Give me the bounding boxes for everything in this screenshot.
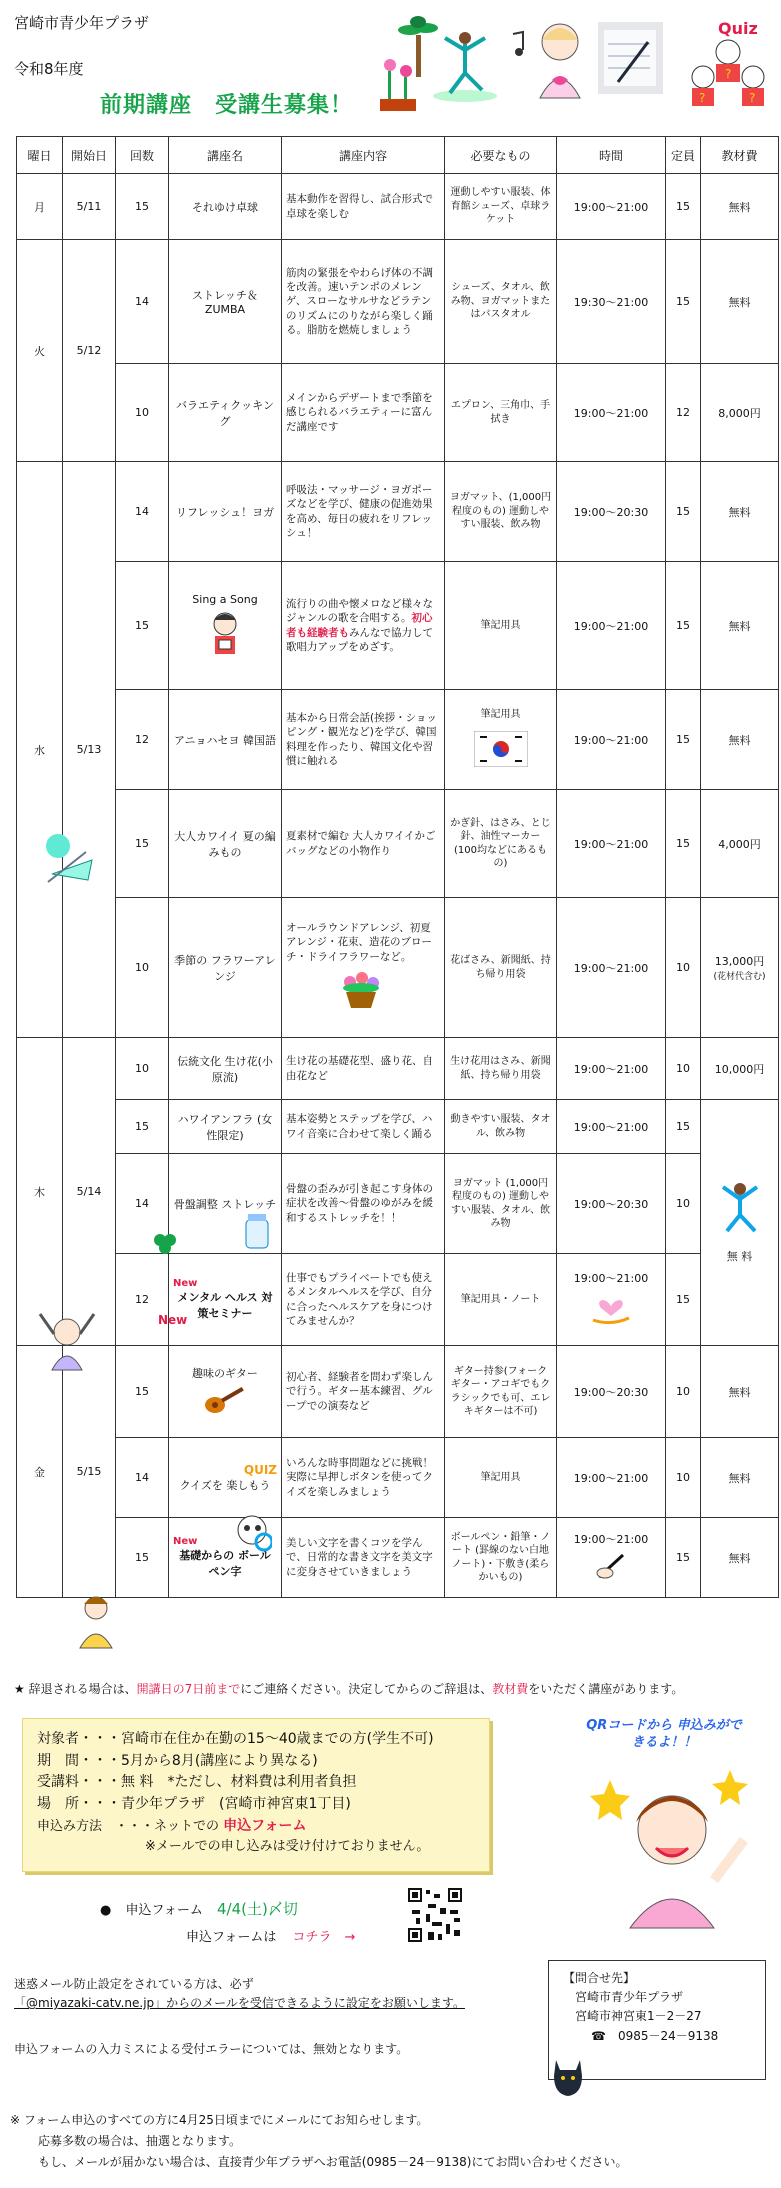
time-cell: 19:00～21:00 [557, 790, 666, 898]
period-line: 期 間・・・5月から8月(講座により異なる) [37, 1752, 318, 1769]
fee-cell: 4,000円 [701, 790, 779, 898]
content-cell: 初心者、経験者を問わず楽しんで行う。ギター基本練習、グループでの演奏など [282, 1346, 445, 1438]
fee-cell: 無料 [701, 690, 779, 790]
fee-cell: 無料 [701, 462, 779, 562]
method-text: 申込み方法 ・・・ネットでの [37, 1818, 220, 1834]
writing-hand-icon [598, 22, 663, 94]
needs-text: 筆記用具 [480, 708, 521, 720]
start-date-cell: 5/14 [63, 1038, 116, 1346]
col-header-day: 曜日 [17, 137, 63, 174]
content-text: オールラウンドアレンジ、初夏アレンジ・花束、造花のブローチ・ドライフラワーなど。 [286, 922, 433, 963]
course-name-cell: バラエティクッキング [169, 364, 282, 462]
course-name-cell: リフレッシュ！ヨガ [169, 462, 282, 562]
time-text: 19:00～21:00 [573, 1533, 649, 1546]
count-cell: 15 [116, 1518, 169, 1598]
course-name-label: 基礎からの ボール ペン字 [179, 1549, 271, 1578]
table-row [17, 1100, 779, 1154]
start-date-cell: 5/15 [63, 1346, 116, 1598]
content-cell: いろんな時事問題などに挑戦！実際に早押しボタンを使ってクイズを楽しみましょう [282, 1438, 445, 1518]
knitting-yarn-icon [42, 830, 100, 886]
domain-text: 「@miyazaki-catv.ne.jp」 [14, 1996, 167, 2011]
quiz-character-icon [230, 1506, 272, 1552]
needs-cell: エプロン、三角巾、手拭き [445, 364, 557, 462]
capacity-cell: 10 [666, 1346, 701, 1438]
content-highlight: 初心者も経験者も [286, 612, 433, 639]
notice-text: をいただく講座があります。 [528, 1682, 684, 1696]
needs-cell: 花ばさみ、新聞紙、持ち帰り用袋 [445, 898, 557, 1038]
heart-hand-icon [589, 1292, 633, 1326]
count-cell: 14 [116, 240, 169, 364]
content-cell: メインからデザートまで季節を感じられるバラエティーに富んだ講座です [282, 364, 445, 462]
capacity-cell: 15 [666, 690, 701, 790]
day-cell: 火 [17, 240, 63, 462]
svg-text:?: ? [749, 91, 756, 105]
korea-flag-icon [474, 731, 528, 767]
page-title: 前期講座 受講生募集！ [100, 93, 354, 118]
table-row [17, 898, 779, 1038]
capacity-cell: 15 [666, 790, 701, 898]
jar-icon [240, 1212, 274, 1250]
needs-cell: 筆記用具・ノート [445, 1254, 557, 1346]
form-deadline-line [100, 1898, 298, 1919]
svg-text:New: New [158, 1313, 188, 1327]
notice-highlight: 教材費 [492, 1682, 529, 1696]
needs-cell: ギター持参(フォークギター・アコギでもクラシックでも可、エレキギターは不可) [445, 1346, 557, 1438]
col-header-needs: 必要なもの [445, 137, 557, 174]
form-link-label: 申込フォームは [186, 1930, 277, 1945]
time-cell: 19:00～21:00 [557, 1438, 666, 1518]
deadline-text: 4/4(土)〆切 [216, 1900, 298, 1918]
fee-cell: 無料 [701, 174, 779, 240]
footer-notes [10, 2110, 775, 2173]
fee-cell: 10,000円 [701, 1038, 779, 1100]
content-cell: 基本動作を習得し、試合形式で卓球を楽しむ [282, 174, 445, 240]
count-cell: 15 [116, 1346, 169, 1438]
capacity-cell: 12 [666, 364, 701, 462]
course-name-cell: 季節の フラワーアレンジ [169, 898, 282, 1038]
withdrawal-notice [14, 1680, 683, 1697]
needs-cell: 動きやすい服装、タオル、飲み物 [445, 1100, 557, 1154]
course-name-cell [169, 562, 282, 690]
time-cell: 19:00～21:00 [557, 562, 666, 690]
place-line: 場 所・・・青少年プラザ (宮崎市神宮東1丁目) [37, 1796, 351, 1813]
contact-address: 宮崎市神宮東1－2－27 [575, 2009, 702, 2024]
content-text: みんなで協力して歌唱力アップをめざす。 [286, 626, 433, 653]
content-cell: 基本姿勢とステップを学び、ハワイ音楽に合わせて楽しく踊る [282, 1100, 445, 1154]
course-name-cell: ハワイアンフラ (女性限定) [169, 1100, 282, 1154]
table-row [17, 1518, 779, 1598]
flower-basket-icon [336, 970, 386, 1010]
footer-line: ※ フォーム申込のすべての方に4月25日頃までにメールにてお知らせします。 [10, 2113, 429, 2127]
table-row [17, 1154, 779, 1254]
pen-hand-icon [593, 1551, 629, 1581]
needs-cell: 生け花用はさみ、新聞紙、持ち帰り用袋 [445, 1038, 557, 1100]
needs-cell: ヨガマット、(1,000円程度のもの) 運動しやすい服装、飲み物 [445, 462, 557, 562]
flower-icon [378, 55, 418, 115]
form-link-line [186, 1926, 355, 1945]
table-row [17, 562, 779, 690]
content-cell: 筋肉の緊張をやわらげ体の不調を改善。速いテンポのメレンゲ、スローなサルサなどラテンのリズムにのりながら楽しく踊る。脂肪を燃焼しましょう [282, 240, 445, 364]
needs-cell: かぎ針、はさみ、とじ針、油性マーカー (100均などにあるもの) [445, 790, 557, 898]
spam-line: 迷惑メール防止設定をされている方は、必ず [14, 1977, 254, 1991]
time-cell: 19:00～21:00 [557, 364, 666, 462]
day-cell: 木 [17, 1038, 63, 1346]
time-cell: 19:00～21:00 [557, 898, 666, 1038]
course-name-label: クイズを 楽しもう [179, 1478, 271, 1492]
table-row [17, 174, 779, 240]
table-row [17, 1038, 779, 1100]
count-cell: 15 [116, 174, 169, 240]
target-line: 対象者・・・宮崎市在住か在勤の15～40歳までの方(学生不可) [37, 1731, 434, 1747]
capacity-cell: 10 [666, 898, 701, 1038]
col-header-fee: 教材費 [701, 137, 779, 174]
capacity-cell: 15 [666, 240, 701, 364]
fee-cell: 8,000円 [701, 364, 779, 462]
table-row [17, 1346, 779, 1438]
spam-text: からのメールを受信できるように設定をお願いします。 [166, 1996, 465, 2011]
svg-text:Quiz: Quiz [718, 19, 758, 38]
course-name-cell [169, 1254, 282, 1346]
fee-amount: 13,000円 [714, 955, 765, 968]
cheering-person-icon [34, 1308, 100, 1372]
table-row [17, 1254, 779, 1346]
quiz-mascots-icon [678, 12, 778, 117]
day-cell: 金 [17, 1346, 63, 1598]
capacity-cell: 10 [666, 1438, 701, 1518]
new-badge: New [173, 1536, 198, 1547]
fee-cell [701, 1100, 779, 1346]
count-cell: 10 [116, 898, 169, 1038]
content-cell [282, 898, 445, 1038]
content-cell: 呼吸法・マッサージ・ヨガポーズなどを学び、健康の促進効果を高め、毎日の疲れをリフレッシュ！ [282, 462, 445, 562]
content-cell [282, 562, 445, 690]
capacity-cell: 10 [666, 1038, 701, 1100]
new-ribbon-icon [156, 1311, 192, 1327]
course-name-label: メンタル ヘルス 対策セミナー [177, 1291, 273, 1320]
needs-cell: ヨガマット (1,000円程度のもの) 運動しやすい服装、タオル、飲み物 [445, 1154, 557, 1254]
col-header-content: 講座内容 [282, 137, 445, 174]
new-badge: New [173, 1278, 198, 1289]
needs-cell: ボールペン・鉛筆・ノート (罫線のない白地ノート)・下敷き(柔らかいもの) [445, 1518, 557, 1598]
course-name-cell: それゆけ卓球 [169, 174, 282, 240]
count-cell: 14 [116, 1438, 169, 1518]
entry-error-notice: 申込フォームの入力ミスによる受付エラーについては、無効となります。 [14, 2042, 409, 2056]
application-info-box [22, 1718, 490, 1872]
footer-line: 応募多数の場合は、抽選となります。 [38, 2134, 242, 2148]
needs-cell: 筆記用具 [445, 1438, 557, 1518]
course-name-cell: ストレッチ＆ZUMBA [169, 240, 282, 364]
fee-text: 無 料 [726, 1250, 753, 1263]
fee-cell: 無料 [701, 240, 779, 364]
start-date-cell: 5/11 [63, 174, 116, 240]
day-cell [17, 462, 63, 1038]
course-name-cell: 骨盤調整 ストレッチ [169, 1154, 282, 1254]
content-cell: 骨盤の歪みが引き起こす身体の症状を改善～骨盤のゆがみを緩和するストレッチを！！ [282, 1154, 445, 1254]
count-cell: 15 [116, 562, 169, 690]
spam-setting-notice [14, 1975, 465, 2013]
spam-line [14, 1994, 465, 2013]
needs-cell [445, 690, 557, 790]
course-name-cell [169, 1346, 282, 1438]
needs-cell: 運動しやすい服装、体育館シューズ、卓球ラケット [445, 174, 557, 240]
day-cell: 月 [17, 174, 63, 240]
time-cell [557, 1254, 666, 1346]
contact-tel: ☎ 0985－24－9138 [591, 2028, 719, 2043]
time-cell [557, 1518, 666, 1598]
content-cell: 美しい文字を書くコツを学んで、日常的な書き文字を美文字に変身させていきましょう [282, 1518, 445, 1598]
course-name-cell: アニョハセヨ 韓国語 [169, 690, 282, 790]
count-cell: 15 [116, 790, 169, 898]
svg-text:?: ? [725, 67, 732, 81]
clover-icon [152, 1232, 178, 1256]
bullet-icon: ● [100, 1903, 112, 1918]
time-cell: 19:00～20:30 [557, 1346, 666, 1438]
content-cell: 夏素材で編む 大人カワイイかごバッグなどの小物作り [282, 790, 445, 898]
content-cell: 仕事でもプライベートでも使えるメンタルヘルスを学び、自分に合ったヘルスケアを身につけてみませんか？ [282, 1254, 445, 1346]
time-cell: 19:00～21:00 [557, 174, 666, 240]
table-row [17, 462, 779, 562]
start-date-cell: 5/12 [63, 240, 116, 462]
course-name-label: Sing a Song [192, 592, 258, 606]
qr-code-icon[interactable] [406, 1886, 464, 1944]
col-header-time: 時間 [557, 137, 666, 174]
table-row [17, 690, 779, 790]
quiz-badge: QUIZ [243, 1462, 277, 1477]
guitar-icon [203, 1381, 247, 1415]
course-name-cell: 伝統文化 生け花(小原流) [169, 1038, 282, 1100]
yoga-person-icon [430, 28, 500, 103]
day-label: 水 [34, 743, 45, 757]
mail-note: ※メールでの申し込みは受け付けておりません。 [145, 1839, 430, 1855]
time-cell: 19:00～21:00 [557, 1038, 666, 1100]
fee-line: 受講料・・・無 料 *ただし、材料費は利用者負担 [37, 1774, 357, 1791]
qr-note: QRコードから 申込みができるよ！！ [586, 1718, 742, 1750]
method-highlight: 申込フォーム [223, 1817, 307, 1834]
course-name-label: 趣味のギター [192, 1367, 258, 1380]
col-header-capacity: 定員 [666, 137, 701, 174]
fee-cell: 無料 [701, 1438, 779, 1518]
org-name: 宮崎市青少年プラザ [14, 14, 150, 32]
content-text: 流行りの曲や懐メロなど様々なジャンルの歌を合唱する。 [286, 598, 433, 625]
capacity-cell: 15 [666, 1518, 701, 1598]
black-cat-icon [548, 2054, 588, 2098]
capacity-cell: 15 [666, 462, 701, 562]
notice-text: にご連絡ください。決定してからのご辞退は、 [240, 1682, 493, 1696]
letter-writer-icon [72, 1590, 118, 1650]
time-text: 19:00～21:00 [573, 1272, 649, 1285]
time-cell: 19:30～21:00 [557, 240, 666, 364]
col-header-course-name: 講座名 [169, 137, 282, 174]
capacity-cell: 15 [666, 1254, 701, 1346]
footer-line: もし、メールが届かない場合は、直接青少年プラザへお電話(0985－24－9138)にてお問い合わせください。 [38, 2155, 628, 2169]
table-row [17, 240, 779, 364]
col-header-count: 回数 [116, 137, 169, 174]
table-row [17, 790, 779, 898]
svg-text:?: ? [699, 91, 706, 105]
count-cell: 12 [116, 1254, 169, 1346]
time-cell: 19:00～20:30 [557, 462, 666, 562]
needs-cell: シューズ、タオル、飲み物、ヨガマットまたはバスタオル [445, 240, 557, 364]
notice-text: 辞退される場合は、 [28, 1682, 137, 1696]
count-cell: 15 [116, 1100, 169, 1154]
time-cell: 19:00～21:00 [557, 1100, 666, 1154]
time-cell: 19:00～21:00 [557, 690, 666, 790]
singing-kid-icon [203, 610, 247, 656]
fee-cell: 無料 [701, 562, 779, 690]
star-icon: ★ [14, 1682, 25, 1696]
fee-note: (花材代含む) [713, 972, 766, 982]
method-line [37, 1816, 475, 1838]
table-row [17, 1438, 779, 1518]
fiscal-year: 令和8年度 [14, 60, 84, 78]
count-cell: 10 [116, 1038, 169, 1100]
col-header-start: 開始日 [63, 137, 116, 174]
fee-cell: 無料 [701, 1518, 779, 1598]
count-cell: 14 [116, 1154, 169, 1254]
capacity-cell: 15 [666, 1100, 701, 1154]
count-cell: 10 [116, 364, 169, 462]
fee-cell [701, 898, 779, 1038]
capacity-cell: 10 [666, 1154, 701, 1254]
table-header-row [17, 137, 779, 174]
time-cell: 19:00～20:30 [557, 1154, 666, 1254]
stretching-woman-icon [715, 1181, 765, 1237]
singer-icon [530, 20, 590, 100]
start-date-cell: 5/13 [63, 462, 116, 1038]
count-cell: 12 [116, 690, 169, 790]
content-cell: 基本から日常会話(挨拶・ショッピング・観光など)を学び、韓国料理を作ったり、韓国文化や習慣に触れる [282, 690, 445, 790]
contact-title: 【問合せ先】 [563, 1971, 636, 1985]
table-row [17, 364, 779, 462]
content-cell: 生け花の基礎花型、盛り花、自由花など [282, 1038, 445, 1100]
happy-girl-icon [580, 1760, 760, 1930]
capacity-cell: 15 [666, 562, 701, 690]
notice-highlight: 開講日の7日前まで [136, 1682, 241, 1696]
form-label: 申込フォーム [125, 1903, 203, 1918]
course-name-cell: 大人カワイイ 夏の編みもの [169, 790, 282, 898]
form-link[interactable]: コチラ → [292, 1930, 356, 1945]
count-cell: 14 [116, 462, 169, 562]
needs-cell: 筆記用具 [445, 562, 557, 690]
capacity-cell: 15 [666, 174, 701, 240]
contact-name: 宮崎市青少年プラザ [575, 1990, 684, 2005]
music-note-icon [505, 30, 527, 60]
fee-cell: 無料 [701, 1346, 779, 1438]
course-schedule-table [16, 136, 779, 1598]
